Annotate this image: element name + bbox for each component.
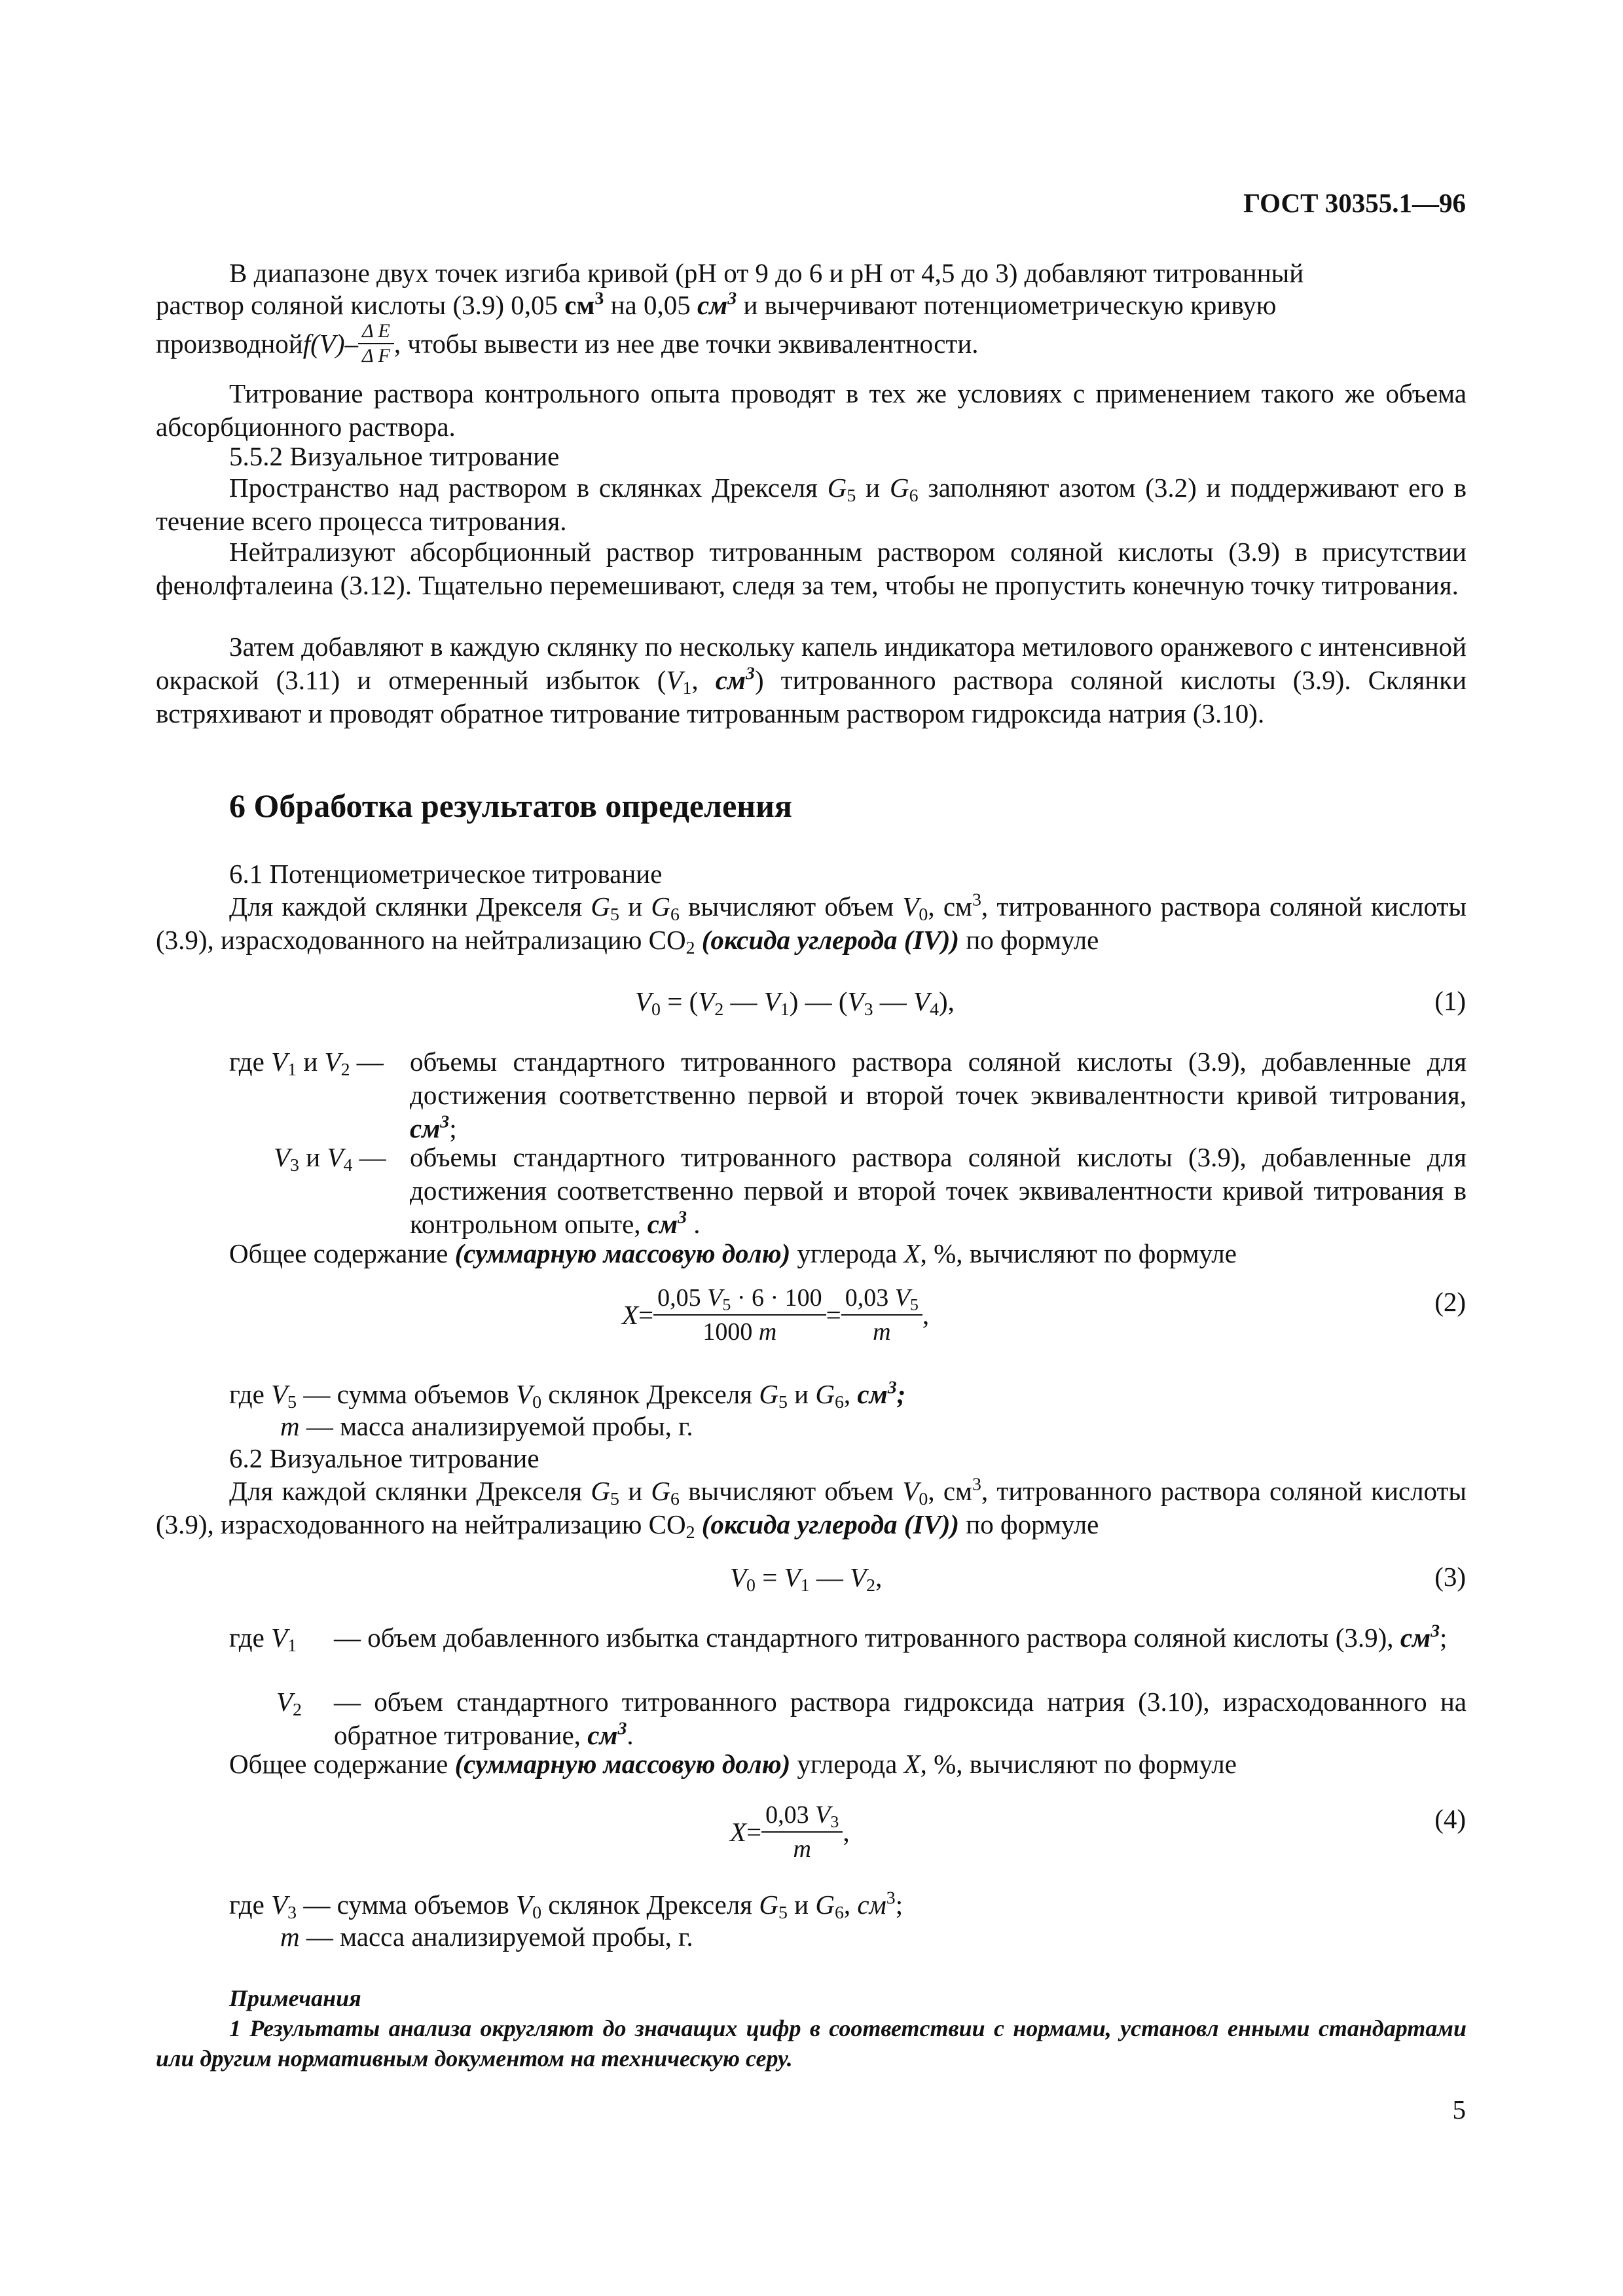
subsection-heading: 6.1 Потенциометрическое титрование (229, 859, 663, 889)
where-term: $V_3$ и $V_4$ — (274, 1142, 386, 1175)
equation-number: (1) (1434, 986, 1466, 1016)
paragraph: Для каждой склянки Дрекселя $G_5$ и $G_6$ вычисляют объем $V_0$, $см^3$, титрованного раствора соляной кислоты (3.9), израсходованного на нейтрализацию $СО_2$ (оксида углерода (IV)) по формуле (156, 1474, 1467, 1543)
paragraph: Пространство над раствором в склянках Дрекселя $G_5$ и $G_6$ заполняют азотом (3.2) и поддерживают его в течение всего процесса титрования. (156, 473, 1467, 536)
equation-number: (2) (1434, 1287, 1466, 1317)
where-definition: — объем добавленного избытка стандартного титрованного раствора соляной кислоты (3.9), $см^3$; (334, 1621, 1448, 1653)
subsection-heading: 5.5.2 Визуальное титрование (229, 441, 560, 471)
derivative-fraction: $\frac{\text{Δ E}}{\text{Δ F}}$ (358, 321, 394, 367)
where-definition: объемы стандартного титрованного раствора соляной кислоты (3.9), добавленные для достижения соответственно первой и второй точек эквивалентности кривой титрования, $см^3$; (410, 1047, 1467, 1143)
equation-3: $V_0 = V_1$ — $V_2$, (730, 1562, 883, 1596)
where-definition: объемы стандартного титрованного раствора соляной кислоты (3.9), добавленные для достижения соответственно первой и второй точек эквивалентности кривой титрования в контрольном опыте, $см^3$ . (410, 1142, 1467, 1239)
paragraph-line: Общее содержание (суммарную массовую долю) углерода X, %, вычисляют по формуле (229, 1238, 1237, 1268)
paragraph: Затем добавляют в каждую склянку по нескольку капель индикатора метилового оранжевого с интенсивной окраской (3.11) и отмеренный избыток ($V_1$, $см^3$) титрованного раствора соляной кислоты (3.9). Склянки встряхивают и проводят обратное титрование титрованным раствором гидроксида натрия (3.10). (156, 632, 1467, 728)
equation-number: (4) (1434, 1804, 1466, 1834)
notes-title: Примечания (229, 1985, 361, 2011)
where-definition: — объем стандартного титрованного раствора гидроксида натрия (3.10), израсходованного на обратное титрование, $см^3$. (334, 1687, 1467, 1750)
equation-2: X = $\frac{0,05 V_5 \cdot 6 \cdot 100}{1000 m}$ = $\frac{0,03 V_5}{m}$ , (622, 1284, 930, 1346)
paragraph: Нейтрализуют абсорбционный раствор титрованным раствором соляной кислоты (3.9) в присутствии фенолфталеина (3.12). Тщательно перемешивают, следя за тем, чтобы не пропустить конечную точку титрования. (156, 537, 1467, 600)
equation-4: X = $\frac{0,03 V_3}{m}$ , (730, 1801, 850, 1863)
paragraph: Для каждой склянки Дрекселя $G_5$ и $G_6$ вычисляют объем $V_0$, $см^3$, титрованного раствора соляной кислоты (3.9), израсходованного на нейтрализацию $СО_2$ (оксида углерода (IV)) по формуле (156, 889, 1467, 958)
paragraph-line: В диапазоне двух точек изгиба кривой (pH от 9 до 6 и pH от 4,5 до 3) добавляют титрованный (229, 258, 1304, 288)
where-term: где $V_1$ (229, 1623, 297, 1656)
where-line: где $V_5$ — сумма объемов $V_0$ склянок Дрекселя $G_5$ и $G_6$, $см^3$; (229, 1377, 906, 1412)
fraction: $\frac{0,05 V_5 \cdot 6 \cdot 100}{1000 m}$ (653, 1283, 826, 1347)
subsection-heading: 6.2 Визуальное титрование (229, 1443, 539, 1473)
fraction: $\frac{0,03 V_3}{m}$ (761, 1800, 843, 1864)
equation-number: (3) (1434, 1562, 1466, 1592)
paragraph: Титрование раствора контрольного опыта проводят в тех же условиях с применением такого же объема абсорбционного раствора. (156, 378, 1467, 442)
where-line: m — масса анализируемой пробы, г. (280, 1411, 693, 1441)
paragraph-line: Общее содержание (суммарную массовую долю) углерода X, %, вычисляют по формуле (229, 1749, 1237, 1779)
page-number: 5 (1452, 2094, 1466, 2125)
where-line: m — масса анализируемой пробы, г. (280, 1922, 693, 1952)
section-heading: 6 Обработка результатов определения (229, 787, 792, 824)
paragraph-line: производной f(V) – $\frac{\text{Δ E}}{\text{Δ F}}$ , чтобы вывести из нее две точки эквивалентности. (156, 320, 979, 367)
paragraph-line: раствор соляной кислоты (3.9) 0,05 $см^3$ на 0,05 $см^3$ и вычерчивают потенциометрическую кривую (156, 288, 1277, 320)
where-line: где $V_3$ — сумма объемов $V_0$ склянок Дрекселя $G_5$ и $G_6$, $см^3$; (229, 1888, 903, 1923)
document-code: ГОСТ 30355.1—96 (1243, 188, 1466, 218)
fraction: $\frac{0,03 V_5}{m}$ (841, 1283, 922, 1347)
where-term: $V_2$ (276, 1687, 302, 1720)
note-item: 1 Результаты анализа округляют до значащих цифр в соответствии с нормами, установл енными стандартами или другим нормативным документом на техническую серу. (156, 2015, 1467, 2072)
where-term: где $V_1$ и $V_2$ — (229, 1047, 384, 1080)
equation-1: $V_0 = (V_2$ — $V_1$) — ($V_3$ — $V_4$), (635, 986, 955, 1020)
